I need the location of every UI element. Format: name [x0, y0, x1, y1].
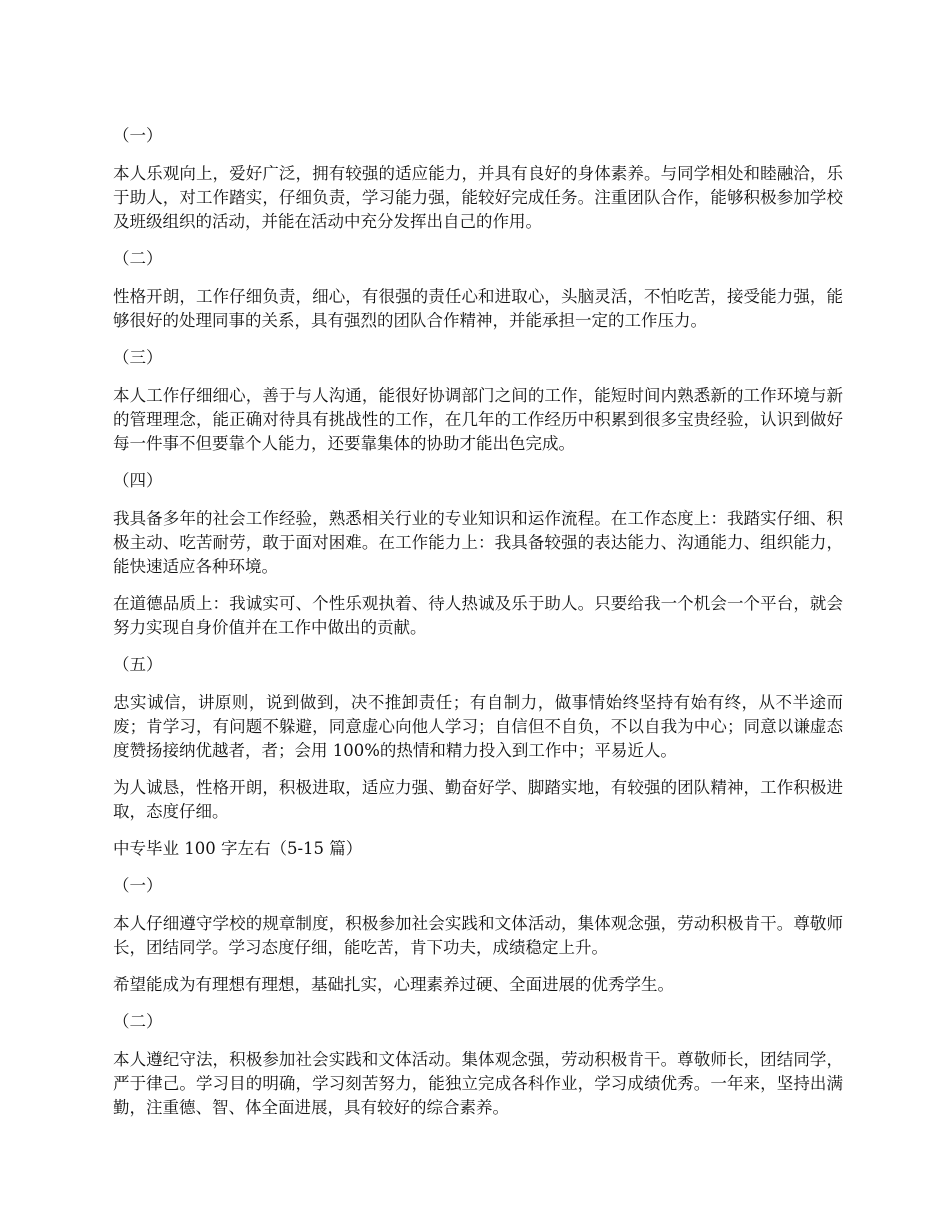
- section-heading: （三）: [113, 348, 163, 367]
- paragraph: 本人乐观向上，爱好广泛，拥有较强的适应能力，并具有良好的身体素养。与同学相处和睦融洽，乐于助人，对工作踏实，仔细负责，学习能力强，能较好完成任务。注重团队合作，能够积极参加学校及班级组织的活动，并能在活动中充分发挥出自己的作用。: [113, 164, 843, 231]
- paragraph: 在道德品质上：我诚实可、个性乐观执着、待人热诚及乐于助人。只要给我一个机会一个平台，就会努力实现自身价值并在工作中做出的贡献。: [113, 594, 843, 637]
- paragraph: 本人遵纪守法，积极参加社会实践和文体活动。集体观念强，劳动积极肯干。尊敬师长，团结同学，严于律己。学习目的明确，学习刻苦努力，能独立完成各科作业，学习成绩优秀。一年来，坚持出满勤，注重德、智、体全面进展，具有较好的综合素养。: [113, 1050, 843, 1117]
- paragraph: 为人诚恳，性格开朗，积极进取，适应力强、勤奋好学、脚踏实地，有较强的团队精神，工作积极进取，态度仔细。: [113, 778, 843, 821]
- paragraph: 性格开朗，工作仔细负责，细心，有很强的责任心和进取心，头脑灵活，不怕吃苦，接受能力强，能够很好的处理同事的关系，具有强烈的团队合作精神，并能承担一定的工作压力。: [113, 287, 843, 330]
- paragraph: 我具备多年的社会工作经验，熟悉相关行业的专业知识和运作流程。在工作态度上：我踏实仔细、积极主动、吃苦耐劳，敢于面对困难。在工作能力上：我具备较强的表达能力、沟通能力、组织能力，能快速适应各种环境。: [113, 509, 843, 576]
- section-heading: （二）: [113, 1012, 163, 1031]
- paragraph: 本人仔细遵守学校的规章制度，积极参加社会实践和文体活动，集体观念强，劳动积极肯干。尊敬师长，团结同学。学习态度仔细，能吃苦，肯下功夫，成绩稳定上升。: [113, 914, 843, 957]
- paragraph: 希望能成为有理想有理想，基础扎实，心理素养过硬、全面进展的优秀学生。: [113, 975, 674, 994]
- paragraph: 忠实诚信，讲原则，说到做到，决不推卸责任；有自制力，做事情始终坚持有始有终，从不半途而废；肯学习，有问题不躲避，同意虚心向他人学习；自信但不自负，不以自我为中心；同意以谦虚态度赞扬接纳优越者，者；会用 100%的热情和精力投入到工作中；平易近人。: [113, 693, 843, 760]
- section-heading: （一）: [113, 876, 163, 895]
- section-heading: （四）: [113, 471, 163, 490]
- section-heading: （五）: [113, 655, 163, 674]
- document-body: [113, 124, 843, 1133]
- subsection-title: 中专毕业 100 字左右（5-15 篇）: [113, 839, 363, 858]
- paragraph: 本人工作仔细细心，善于与人沟通，能很好协调部门之间的工作，能短时间内熟悉新的工作环境与新的管理理念，能正确对待具有挑战性的工作，在几年的工作经历中积累到很多宝贵经验，认识到做好每一件事不但要靠个人能力，还要靠集体的协助才能出色完成。: [113, 386, 843, 453]
- section-heading: （二）: [113, 249, 163, 268]
- section-heading: （一）: [113, 126, 163, 145]
